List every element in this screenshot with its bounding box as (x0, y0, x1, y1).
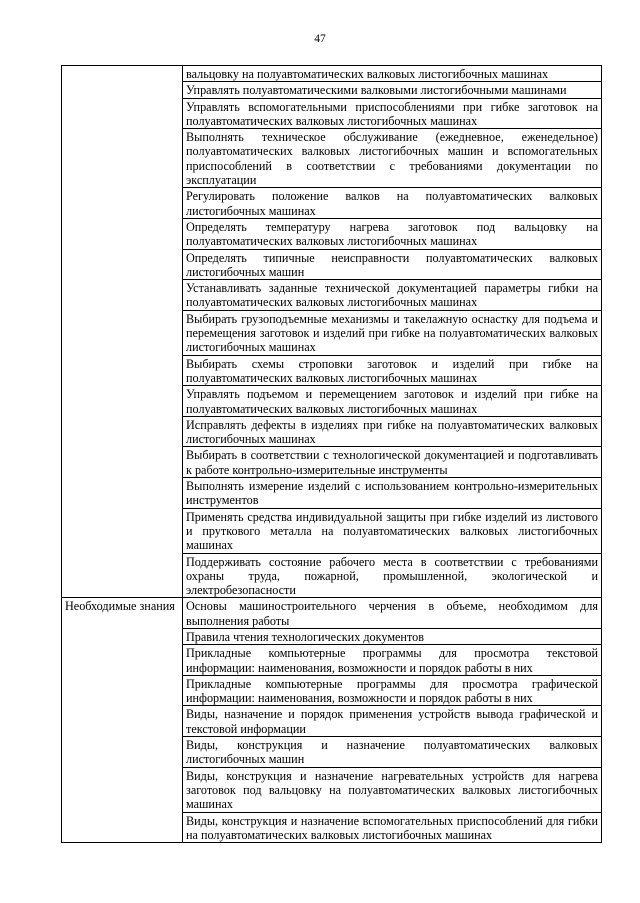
skill-item: Определять температуру нагрева заготовок под вальцовку на полуавтоматических валковых листогибочных машинах (183, 218, 602, 249)
skill-item: Применять средства индивидуальной защиты при гибке изделий из листового и пруткового металла на полуавтоматических валковых листогибочных машинах (183, 508, 602, 553)
skill-item: Выбирать грузоподъемные механизмы и такелажную оснастку для подъема и перемещения заготовок и изделий при гибке на полуавтоматических валковых листогибочных машинах (183, 310, 602, 355)
skill-item: Выполнять измерение изделий с использованием контрольно-измерительных инструментов (183, 478, 602, 509)
knowledge-item: Виды, конструкция и назначение вспомогательных приспособлений для гибки на полуавтоматических валковых листогибочных машинах (183, 812, 602, 843)
knowledge-item: Виды, конструкция и назначение нагревательных устройств для нагрева заготовок под вальцовку на полуавтоматических валковых листогибочных машинах (183, 767, 602, 812)
page-number: 47 (314, 33, 326, 45)
knowledge-item: Основы машиностроительного черчения в объеме, необходимом для выполнения работы (183, 598, 602, 629)
knowledge-item: Виды, конструкция и назначение полуавтоматических валковых листогибочных машин (183, 737, 602, 768)
knowledge-item: Прикладные компьютерные программы для просмотра текстовой информации: наименования, возможности и порядок работы в них (183, 645, 602, 676)
skill-item: Выбирать в соответствии с технологической документацией и подготавливать к работе контрольно-измерительные инструменты (183, 447, 602, 478)
knowledge-label: Необходимые знания (65, 599, 175, 614)
table-row (62, 66, 602, 82)
knowledge-item: Прикладные компьютерные программы для просмотра графической информации: наименования, возможности и порядок работы в них (183, 675, 602, 706)
knowledge-item: Виды, назначение и порядок применения устройств вывода графической и текстовой информации (183, 706, 602, 737)
skill-item: Определять типичные неисправности полуавтоматических валковых листогибочных машин (183, 249, 602, 280)
skill-item: Устанавливать заданные технической документацией параметры гибки на полуавтоматических валковых листогибочных машинах (183, 280, 602, 311)
skill-item: Управлять полуавтоматическими валковыми листогибочными машинами (183, 82, 602, 98)
skills-label-cell (62, 66, 183, 598)
skill-item: Управлять вспомогательными приспособлениями при гибке заготовок на полуавтоматических валковых листогибочных машинах (183, 98, 602, 129)
knowledge-item: Правила чтения технологических документов (183, 628, 602, 644)
skill-item: Поддерживать состояние рабочего места в соответствии с требованиями охраны труда, пожарной, промышленной, экологической и электробезопасности (183, 553, 602, 598)
skill-item: Выбирать схемы строповки заготовок и изделий при гибке на полуавтоматических валковых листогибочных машинах (183, 355, 602, 386)
skill-item: вальцовку на полуавтоматических валковых листогибочных машинах (183, 66, 602, 82)
skill-item: Выполнять техническое обслуживание (ежедневное, еженедельное) полуавтоматических валковых листогибочных машин и вспомогательных приспособлений в соответствии с требованиями документации по эксплуатации (183, 129, 602, 188)
requirements-table (61, 65, 602, 843)
skill-item: Исправлять дефекты в изделиях при гибке на полуавтоматических валковых листогибочных машинах (183, 416, 602, 447)
skill-item: Регулировать положение валков на полуавтоматических валковых листогибочных машинах (183, 188, 602, 219)
table-row (62, 598, 602, 629)
skill-item: Управлять подъемом и перемещением заготовок и изделий при гибке на полуавтоматических валковых листогибочных машинах (183, 386, 602, 417)
knowledge-label-cell (62, 598, 183, 843)
